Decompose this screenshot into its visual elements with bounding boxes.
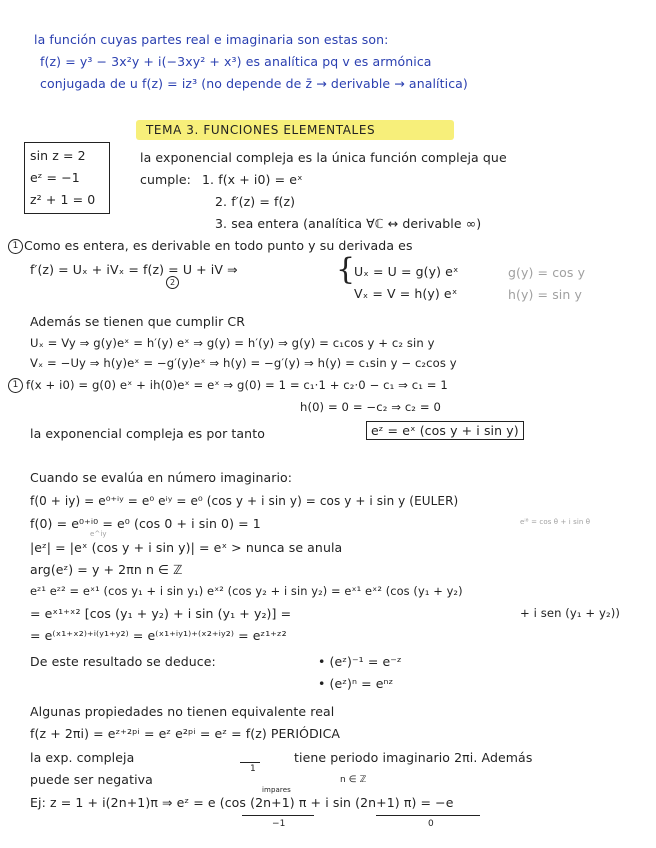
- imag-line-2: f(0 + iy) = e⁰⁺ⁱʸ = e⁰ eⁱʸ = e⁰ (cos y + i sin y) = cos y + i sin y (EULER): [30, 494, 459, 508]
- def-line-4: 3. sea entera (analítica ∀ℂ ↔ derivable ∞): [215, 216, 482, 231]
- def-line-3: 2. f′(z) = f(z): [215, 194, 296, 209]
- cr-line-1: Además se tienen que cumplir CR: [30, 314, 246, 329]
- euler-grey-note: eⁱᶿ = cos θ + i sin θ: [520, 518, 591, 526]
- cr-line-6: la exponencial compleja es por tanto: [30, 426, 265, 441]
- marker-2: 2: [166, 276, 179, 289]
- def-line-1: la exponencial compleja es la única función compleja que: [140, 150, 507, 165]
- props-line-5: Ej: z = 1 + i(2n+1)π ⇒ eᶻ = e (cos (2n+1) π + i sin (2n+1) π) = −e: [30, 795, 454, 810]
- imag-line-9a: De este resultado se deduce:: [30, 654, 216, 669]
- marker-1: 1: [8, 239, 23, 254]
- sidebox-line-2: eᶻ = −1: [30, 170, 80, 185]
- underline-1: [240, 762, 260, 763]
- underline-2: [242, 815, 314, 816]
- system-brace: {: [336, 252, 356, 287]
- imag-line-7-right: + i sen (y₁ + y₂)): [520, 606, 620, 620]
- imag-line-10: • (eᶻ)ⁿ = eⁿᶻ: [318, 676, 394, 691]
- props-line-1: Algunas propiedades no tienen equivalente real: [30, 704, 335, 719]
- small-eiy-note: e^iy: [90, 530, 107, 538]
- deriv-line-1: Como es entera, es derivable en todo punto y su derivada es: [24, 238, 413, 253]
- props-small-nz: n ∈ ℤ: [340, 775, 367, 785]
- cr-line-4: f(x + i0) = g(0) eˣ + ih(0)eˣ = eˣ ⇒ g(0) = 1 = c₁·1 + c₂·0 − c₁ ⇒ c₁ = 1: [26, 378, 448, 392]
- imag-line-8: = e⁽ˣ¹⁺ˣ²⁾⁺ⁱ⁽ʸ¹⁺ʸ²⁾ = e⁽ˣ¹⁺ⁱʸ¹⁾⁺⁽ˣ²⁺ⁱʸ²⁾ = eᶻ¹⁺ᶻ²: [30, 628, 287, 643]
- grey-note-2: h(y) = sin y: [508, 287, 582, 302]
- def-line-2b: 1. f(x + i0) = eˣ: [202, 172, 303, 187]
- props-line-2: f(z + 2πi) = eᶻ⁺²ᵖⁱ = eᶻ e²ᵖⁱ = eᶻ = f(z) PERIÓDICA: [30, 726, 341, 741]
- underline-3: [376, 815, 480, 816]
- imag-line-3: f(0) = e⁰⁺ⁱ⁰ = e⁰ (cos 0 + i sin 0) = 1: [30, 516, 261, 531]
- grey-note-1: g(y) = cos y: [508, 265, 586, 280]
- system-line-1: Uₓ = U = g(y) eˣ: [354, 264, 459, 279]
- deriv-line-2: f′(z) = Uₓ + iVₓ = f(z) = U + iV ⇒: [30, 262, 238, 277]
- imag-line-5: arg(eᶻ) = y + 2πn n ∈ ℤ: [30, 562, 183, 577]
- intro-line-1: la función cuyas partes real e imaginaria son estas son:: [34, 32, 389, 47]
- topic-title: TEMA 3. FUNCIONES ELEMENTALES: [146, 123, 376, 137]
- props-small-impares: impares: [262, 786, 291, 794]
- props-line-3b: tiene periodo imaginario 2πi. Además: [294, 750, 533, 765]
- props-under-1: −1: [272, 819, 286, 829]
- sidebox-line-3: z² + 1 = 0: [30, 192, 96, 207]
- props-underline-label: 1: [250, 764, 256, 774]
- def-line-2a: cumple:: [140, 172, 191, 187]
- props-line-4: puede ser negativa: [30, 772, 153, 787]
- imag-line-9b: • (eᶻ)⁻¹ = e⁻ᶻ: [318, 654, 402, 669]
- cr-line-5: h(0) = 0 = −c₂ ⇒ c₂ = 0: [300, 400, 441, 414]
- cr-line-3: Vₓ = −Uy ⇒ h(y)eˣ = −g′(y)eˣ ⇒ h(y) = −g′(y) ⇒ h(y) = c₁sin y − c₂cos y: [30, 356, 457, 370]
- imag-line-4: |eᶻ| = |eˣ (cos y + i sin y)| = eˣ > nunca se anula: [30, 540, 343, 555]
- imag-line-6: eᶻ¹ eᶻ² = eˣ¹ (cos y₁ + i sin y₁) eˣ² (cos y₂ + i sin y₂) = eˣ¹ eˣ² (cos (y₁ + y₂): [30, 584, 463, 598]
- intro-line-3: conjugada de u f(z) = iz³ (no depende de z̄ → derivable → analítica): [40, 76, 468, 91]
- system-line-2: Vₓ = V = h(y) eˣ: [354, 286, 458, 301]
- cr-line-2: Uₓ = Vy ⇒ g(y)eˣ = h′(y) eˣ ⇒ g(y) = h′(y) ⇒ g(y) = c₁cos y + c₂ sin y: [30, 336, 435, 350]
- intro-line-2: f(z) = y³ − 3x²y + i(−3xy² + x³) es analítica pq v es armónica: [40, 54, 432, 69]
- marker-1b: 1: [8, 378, 23, 393]
- exp-formula-box: eᶻ = eˣ (cos y + i sin y): [366, 421, 524, 440]
- sidebox-line-1: sin z = 2: [30, 148, 86, 163]
- props-under-2: 0: [428, 819, 434, 829]
- imag-line-7: = eˣ¹⁺ˣ² [cos (y₁ + y₂) + i sin (y₁ + y₂)] =: [30, 606, 292, 621]
- imag-line-1: Cuando se evalúa en número imaginario:: [30, 470, 293, 485]
- props-line-3a: la exp. compleja: [30, 750, 135, 765]
